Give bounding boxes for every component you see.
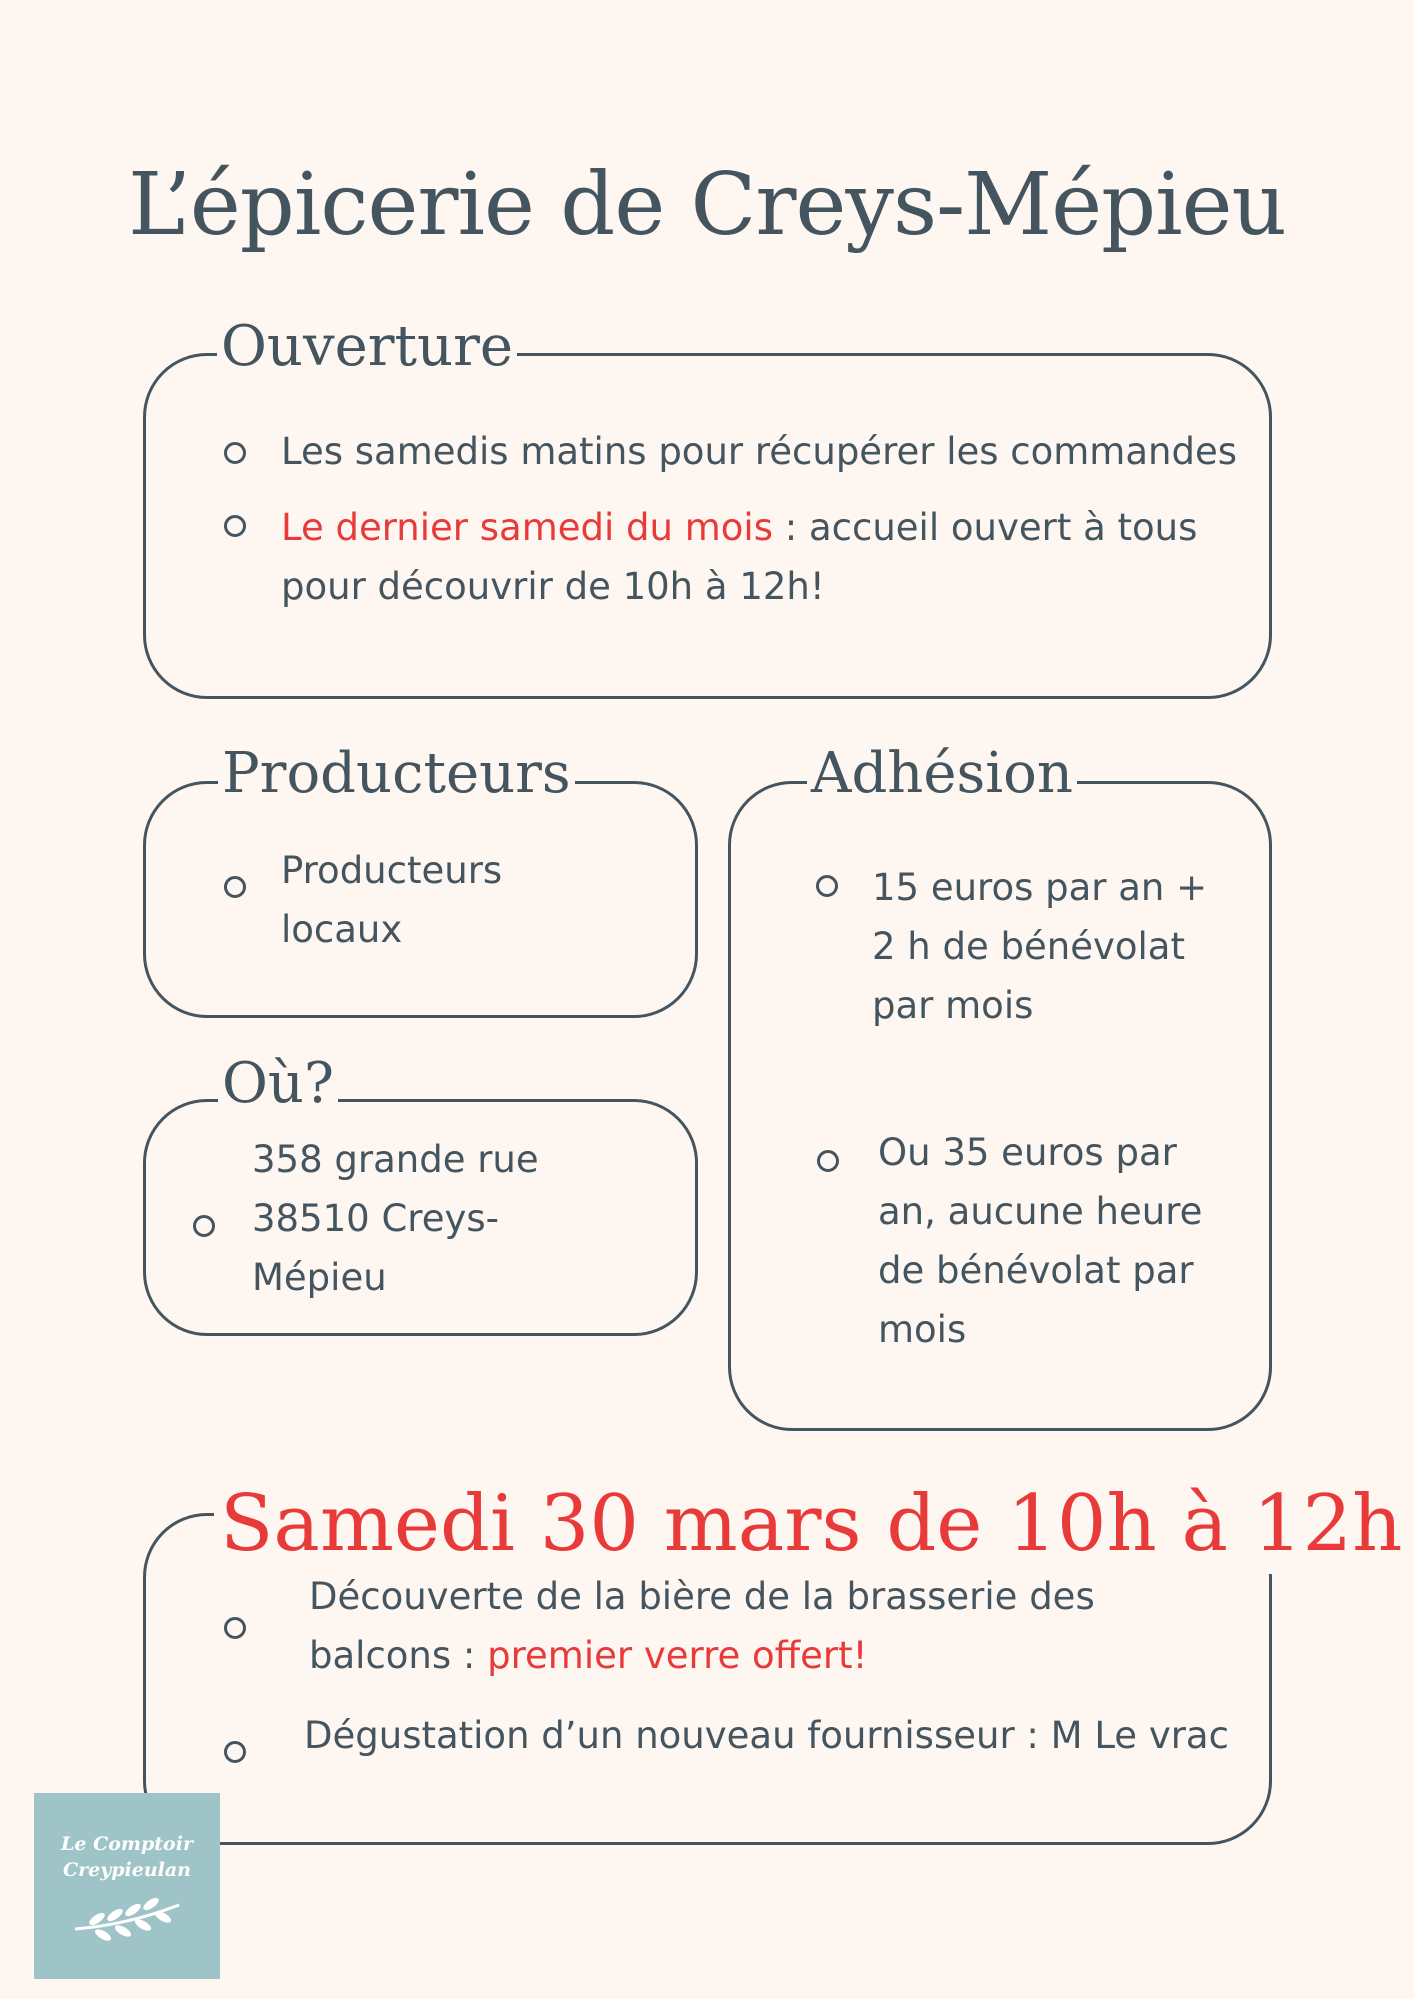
olive-branch-icon (67, 1889, 187, 1945)
ouverture-item-2 (281, 498, 1241, 616)
circle-bullet-icon (193, 1215, 215, 1237)
ou-item-1: 358 grande rue 38510 Creys-Mépieu (252, 1138, 539, 1299)
circle-bullet-icon (816, 875, 838, 897)
adhesion-item-2: Ou 35 euros par an, aucune heure de bénévolat par mois (878, 1131, 1203, 1351)
event-item-2: Dégustation d’un nouveau fournisseur : M Le vrac (304, 1714, 1229, 1757)
logo (34, 1793, 220, 1979)
circle-bullet-icon (224, 515, 246, 537)
circle-bullet-icon (224, 1617, 246, 1639)
ouverture-item-1: Les samedis matins pour récupérer les commandes (281, 430, 1238, 473)
ouverture-heading: Ouverture (217, 312, 517, 382)
logo-line-1: Le Comptoir (61, 1833, 193, 1855)
circle-bullet-icon (224, 876, 246, 898)
producteurs-heading: Producteurs (218, 739, 575, 809)
logo-line-2: Creypieulan (62, 1859, 191, 1881)
adhesion-item-1: 15 euros par an + 2 h de bénévolat par mois (872, 866, 1208, 1027)
event-item-1 (309, 1567, 1149, 1685)
circle-bullet-icon (817, 1150, 839, 1172)
event-item-1-text: Découverte de la bière de la brasserie des balcons : (309, 1575, 1095, 1677)
ouverture-item-2-highlight: Le dernier samedi du mois (281, 506, 773, 549)
circle-bullet-icon (224, 1741, 246, 1763)
ou-heading: Où? (218, 1049, 338, 1119)
producteurs-item-1: Producteurs locaux (281, 849, 503, 951)
event-heading: Samedi 30 mars de 10h à 12h (214, 1474, 1408, 1574)
adhesion-heading: Adhésion (807, 739, 1077, 809)
page-title: L’épicerie de Creys-Mépieu (128, 155, 1286, 255)
ouverture-item-2-text: : accueil ouvert à tous pour découvrir de 10h à 12h! (281, 506, 1198, 608)
event-item-1-highlight: premier verre offert! (487, 1634, 868, 1677)
circle-bullet-icon (224, 442, 246, 464)
